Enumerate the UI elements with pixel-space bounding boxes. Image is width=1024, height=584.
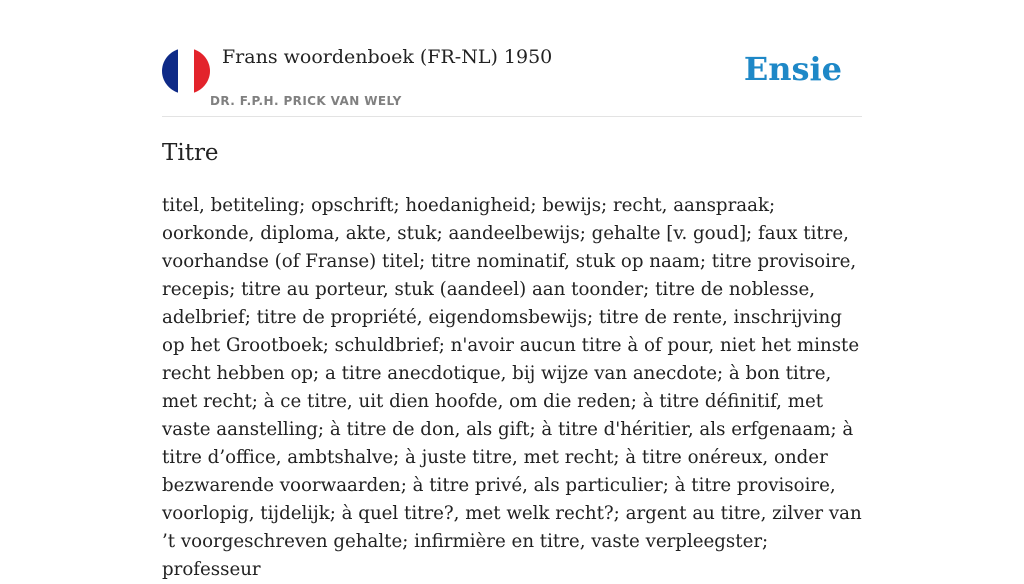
author-name: DR. F.P.H. PRICK VAN WELY	[210, 94, 402, 108]
header	[162, 0, 862, 117]
dictionary-title[interactable]: Frans woordenboek (FR-NL) 1950	[222, 46, 553, 68]
entry-card	[162, 0, 862, 580]
definition-text: titel, betiteling; opschrift; hoedanigheid; bewijs; recht, aanspraak; oorkonde, diploma, akte, stuk; aandeelbewijs; gehalte [v. goud]; faux titre, voorhandse (of Franse) titel; titre nominatif, stuk op naam; titre provisoire, recepis; titre au porteur, stuk (aandeel) aan toonder; titre de noblesse, adelbrief; titre de propriété, eigendomsbewijs; titre de rente, inschrijving op het Grootboek; schuldbrief; n'avoir aucun titre à of pour, niet het minste recht hebben op; a titre anecdotique, bij wijze van anecdote; à bon titre, met recht; à ce titre, uit dien hoofde, om die reden; à titre définitif, met vaste aanstelling; à titre de don, als gift; à titre d'héritier, als erfgenaam; à titre d’office, ambtshalve; à juste titre, met recht; à titre onéreux, onder bezwarende voorwaarden; à titre privé, als particulier; à titre provisoire, voorlopig, tijdelijk; à quel titre?, met welk recht?; argent au titre, zilver van ’t voorgeschreven gehalte; infirmière en titre, vaste verpleegster; professeur	[162, 195, 862, 580]
ensie-logo[interactable]: Ensie	[743, 50, 842, 88]
france-flag-icon	[162, 48, 210, 94]
headword: Titre	[162, 140, 219, 166]
